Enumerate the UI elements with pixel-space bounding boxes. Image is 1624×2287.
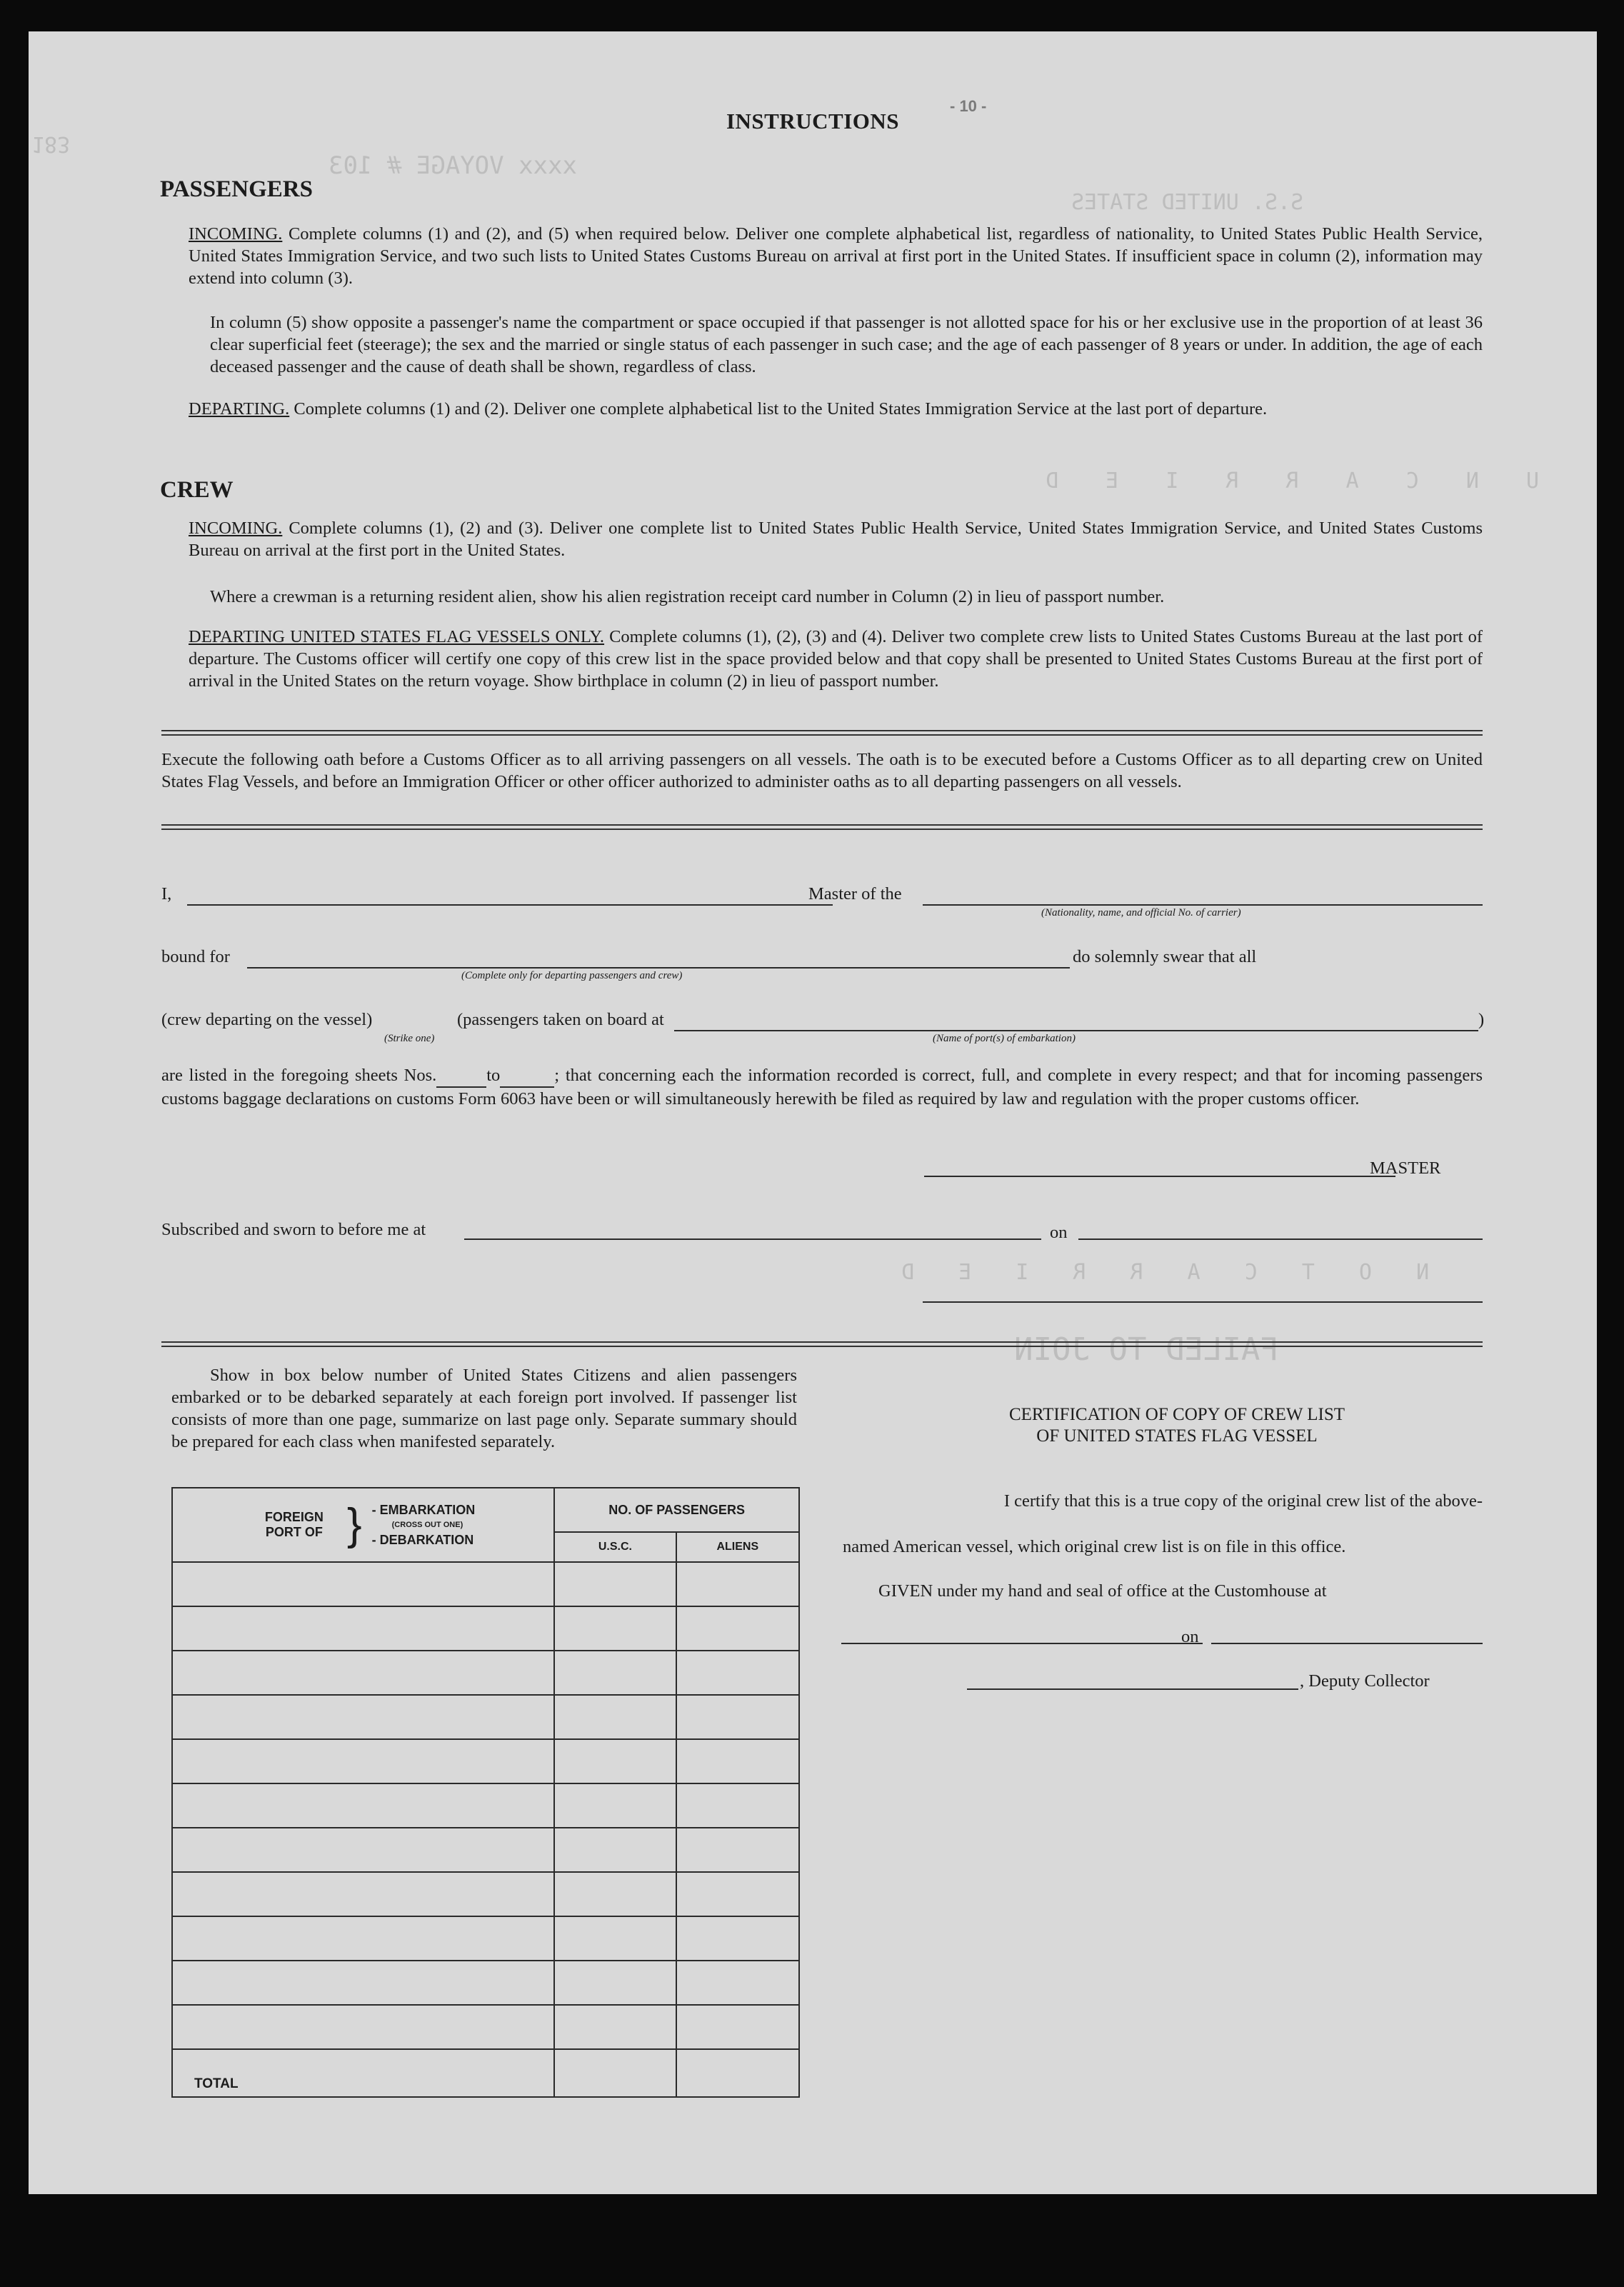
to-word: to xyxy=(486,1066,501,1085)
total-aliens-cell[interactable] xyxy=(676,2049,799,2097)
oath-name-line[interactable] xyxy=(187,904,833,906)
bound-for-line[interactable] xyxy=(247,967,1070,969)
divider-rule xyxy=(161,824,1483,826)
table-row[interactable] xyxy=(172,1739,799,1783)
subscribed-on-label: on xyxy=(1050,1223,1068,1242)
total-label: TOTAL xyxy=(172,2049,554,2097)
summary-total-row[interactable] xyxy=(172,2049,799,2097)
bleed-through-text: U N C A R R I E D xyxy=(1028,469,1540,494)
crew-heading: CREW xyxy=(160,477,234,503)
crew-incoming-label: INCOMING. xyxy=(189,519,283,538)
subscribed-place-line[interactable] xyxy=(464,1238,1041,1240)
deputy-signature-line[interactable] xyxy=(967,1688,1298,1690)
certification-date-line[interactable] xyxy=(1211,1643,1483,1644)
divider-rule xyxy=(161,829,1483,830)
certification-heading-line2: OF UNITED STATES FLAG VESSEL xyxy=(1036,1426,1318,1446)
divider-rule xyxy=(161,730,1483,731)
passengers-heading: PASSENGERS xyxy=(160,176,313,202)
certification-heading-line1: CERTIFICATION OF COPY OF CREW LIST xyxy=(1008,1405,1345,1424)
table-row[interactable] xyxy=(172,1783,799,1828)
bleed-through-text: 183 xyxy=(31,131,71,156)
crew-incoming-text: Complete columns (1), (2) and (3). Deliver one complete list to United States Public Health Service, United States Immigration Service, and United States Customs Bureau on arrival at the first port in the United States. xyxy=(189,519,1483,560)
crew-departing-label: DEPARTING UNITED STATES FLAG VESSELS ONLY. xyxy=(189,627,605,646)
foreign-port-header xyxy=(172,1488,554,1562)
bound-for-caption: (Complete only for departing passengers and crew) xyxy=(461,970,683,981)
oath-i-label: I, xyxy=(161,884,172,904)
divider-rule xyxy=(161,1341,1483,1343)
crew-departing-text: Complete columns (1), (2), (3) and (4). Deliver two complete crew lists to United States Customs Bureau at the last port of departure. The Customs officer will certify one copy of this crew list in the space provided below and that copy shall be presented to United States Customs Bureau at the first port of arrival in the United States on the return voyage. Show birthplace in column (2) in lieu of passport number. xyxy=(189,627,1483,691)
subscribed-label: Subscribed and sworn to before me at xyxy=(161,1220,426,1239)
nationality-caption: (Nationality, name, and official No. of carrier) xyxy=(1041,907,1241,919)
certification-text1: I certify that this is a true copy of the original crew list of the above- xyxy=(1003,1491,1483,1511)
table-row[interactable] xyxy=(172,1695,799,1739)
divider-rule xyxy=(161,1346,1483,1347)
table-row[interactable] xyxy=(172,1651,799,1695)
no-of-passengers-header: NO. OF PASSENGERS xyxy=(554,1488,799,1532)
sheet-to-field[interactable] xyxy=(500,1064,554,1088)
bleed-through-text: S.S. UNITED STATES xyxy=(1071,190,1304,215)
embarkation-port-line[interactable] xyxy=(674,1030,1478,1031)
listed-paragraph xyxy=(161,1064,1483,1110)
table-row[interactable] xyxy=(172,1562,799,1606)
table-row[interactable] xyxy=(172,2005,799,2049)
embarkation-label: - EMBARKATION xyxy=(371,1502,476,1517)
passengers-incoming-label: INCOMING. xyxy=(189,224,283,244)
deputy-collector-label: , Deputy Collector xyxy=(1300,1671,1430,1691)
passengers-incoming-paragraph xyxy=(189,223,1483,289)
total-usc-cell[interactable] xyxy=(554,2049,676,2097)
certification-on-label: on xyxy=(1181,1627,1199,1646)
page-mark: - 10 - xyxy=(950,97,987,115)
crew-resident-paragraph: Where a crewman is a returning resident alien, show his alien registration receipt card number in Column (2) in lieu of passport number. xyxy=(210,587,1165,606)
document-page xyxy=(29,31,1597,2194)
passengers-departing-paragraph xyxy=(189,398,1483,420)
passengers-departing-text: Complete columns (1) and (2). Deliver one complete alphabetical list to the United States Immigration Service at the last port of departure. xyxy=(294,399,1268,419)
certification-text2: named American vessel, which original crew list is on file in this office. xyxy=(843,1537,1346,1556)
aliens-header: ALIENS xyxy=(676,1532,799,1562)
summary-instructions: Show in box below number of United States Citizens and alien passengers embarked or to be debarked separately at each foreign port involved. If passenger list consists of more than one page, summarize on last page only. Separate summary should be prepared for each class when manifested separately. xyxy=(171,1366,797,1451)
debarkation-label: - DEBARKATION xyxy=(371,1532,474,1547)
bound-for-label: bound for xyxy=(161,947,230,966)
close-paren: ) xyxy=(1478,1010,1485,1029)
table-row[interactable] xyxy=(172,1872,799,1916)
certification-given: GIVEN under my hand and seal of office at the Customhouse at xyxy=(878,1581,1327,1601)
cross-out-note: (CROSS OUT ONE) xyxy=(391,1520,463,1529)
bleed-through-text: FAILED TO JOIN xyxy=(1014,1331,1279,1368)
page-title: INSTRUCTIONS xyxy=(726,109,899,134)
strike-one-caption: (Strike one) xyxy=(384,1033,435,1044)
carrier-line[interactable] xyxy=(923,904,1483,906)
customhouse-line[interactable] xyxy=(841,1643,1203,1644)
certification-heading xyxy=(861,1404,1493,1447)
passengers-departing-label: DEPARTING. xyxy=(189,399,290,419)
crew-departing-paragraph xyxy=(189,626,1483,692)
subscribed-date-line[interactable] xyxy=(1078,1238,1483,1240)
listed-rest: ; that concerning each the information recorded is correct, full, and complete in every respect; and that for incoming passengers customs baggage declarations on customs Form 6063 have been or will simultaneously herewith be filed as required by law and regulation with the proper customs officer. xyxy=(161,1066,1483,1109)
swear-text: do solemnly swear that all xyxy=(1073,947,1257,966)
master-signature-label: MASTER xyxy=(1370,1158,1441,1178)
summary-header-row xyxy=(172,1488,799,1532)
usc-header: U.S.C. xyxy=(554,1532,676,1562)
bleed-through-text: N O T C A R R I E D xyxy=(886,1260,1430,1285)
listed-prefix: are listed in the foregoing sheets Nos. xyxy=(161,1066,437,1085)
oath-intro: Execute the following oath before a Customs Officer as to all arriving passengers on all vessels. The oath is to be executed before a Customs Officer as to all departing crew on United States Flag Vessels, and before an Immigration Officer or other officer authorized to administer oaths as to all departing passengers on all vessels. xyxy=(161,750,1483,791)
embark-debark-labels xyxy=(372,1503,476,1548)
oath-master-of-label: Master of the xyxy=(808,884,902,904)
table-row[interactable] xyxy=(172,1606,799,1651)
divider-rule xyxy=(161,734,1483,736)
passengers-column5-paragraph: In column (5) show opposite a passenger's name the compartment or space occupied if that passenger is not allotted space for his or her exclusive use in the proportion of at least 36 clear superficial feet (steerage); the sex and the married or single status of each passenger in such case; and the age of each passenger of 8 years or under. In addition, the age of each deceased passenger and the cause of death shall be shown, regardless of class. xyxy=(210,313,1483,376)
passengers-incoming-text: Complete columns (1) and (2), and (5) when required below. Deliver one complete alphabetical list, regardless of nationality, to United States Public Health Service, United States Immigration Service, and two such lists to United States Customs Bureau on arrival at first port in the United States. If insufficient space in column (2), information may extend into column (3). xyxy=(189,224,1483,288)
bleed-through-text: xxxx VOYAGE # 103 xyxy=(329,151,577,180)
passenger-summary-table xyxy=(171,1487,800,2098)
foreign-port-label: FOREIGN PORT OF xyxy=(264,1510,324,1539)
table-row[interactable] xyxy=(172,1961,799,2005)
crew-departing-option: (crew departing on the vessel) xyxy=(161,1010,373,1029)
officer-signature-line[interactable] xyxy=(923,1301,1483,1303)
table-row[interactable] xyxy=(172,1916,799,1961)
crew-incoming-paragraph xyxy=(189,517,1483,561)
brace-glyph: } xyxy=(346,1500,362,1549)
port-caption: (Name of port(s) of embarkation) xyxy=(933,1033,1076,1044)
master-signature-line[interactable] xyxy=(924,1176,1395,1177)
table-row[interactable] xyxy=(172,1828,799,1872)
sheet-from-field[interactable] xyxy=(436,1064,486,1088)
passengers-taken-option: (passengers taken on board at xyxy=(457,1010,664,1029)
